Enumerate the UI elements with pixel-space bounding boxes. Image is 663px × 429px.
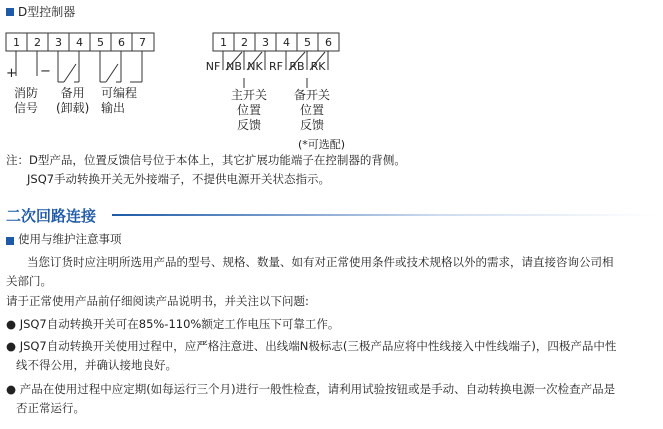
backup-unload-label: 备用 (卸载) [56, 86, 90, 115]
bullet-3a: ● 产品在使用过程中应定期(如每运行三个月)进行一般性检查，请利用试验按钮或是手动、自动转换电源一次检查产品是 [6, 382, 616, 396]
paragraph-1a: 当您订货时应注明所选用产品的型号、规格、数量、如有对正常使用条件或技术规格以外的需求，请直接咨询公司相 [27, 255, 614, 269]
note-line-1: 注：D型产品，位置反馈信号位于本体上，其它扩展功能端子在控制器的背侧。 [6, 153, 406, 167]
note-line-2: JSQ7手动转换开关无外接端子，不提供电源开关状态指示。 [27, 172, 331, 186]
backup-switch-feedback-label: 备开关 位置 反馈 [293, 88, 330, 132]
terminal-code-3: NK [247, 60, 263, 73]
minus-sign: − [40, 64, 51, 79]
left-terminal-4: 4 [76, 36, 83, 49]
left-terminal-2: 2 [34, 36, 41, 49]
programmable-output-label: 可编程 输出 [101, 86, 138, 115]
optional-note: (*可选配) [298, 138, 346, 151]
right-terminal-5: 5 [304, 36, 311, 49]
terminal-code-2: NB [226, 60, 242, 73]
right-terminal-1: 1 [220, 36, 227, 49]
left-terminal-3: 3 [55, 36, 62, 49]
terminal-code-1: NF [205, 60, 221, 73]
top-heading: D型控制器 [18, 5, 76, 19]
right-terminal-6: 6 [325, 36, 332, 49]
bullet-2b: 线不得公用，并确认接地良好。 [16, 358, 177, 372]
bullet-3b: 否正常运行。 [16, 401, 85, 415]
terminal-code-6: RK [310, 60, 326, 73]
right-terminal-4: 4 [283, 36, 290, 49]
main-switch-feedback-label: 主开关 位置 反馈 [230, 88, 267, 132]
right-terminal-2: 2 [241, 36, 248, 49]
section-title: 二次回路连接 [6, 207, 97, 225]
left-terminal-5: 5 [97, 36, 104, 49]
terminal-code-4: RF [269, 60, 283, 73]
plus-sign: + [6, 66, 17, 81]
left-terminal-1: 1 [13, 36, 20, 49]
terminal-code-5: RB [289, 60, 305, 73]
paragraph-1b: 关部门。 [6, 274, 52, 288]
left-terminal-7: 7 [139, 36, 146, 49]
right-terminal-3: 3 [262, 36, 269, 49]
fire-signal-label: 消防 信号 [14, 86, 39, 115]
section-rule [112, 214, 657, 216]
sub-heading: 使用与维护注意事项 [18, 232, 122, 246]
bullet-2a: ● JSQ7自动转换开关使用过程中，应严格注意进、出线端N极标志(三极产品应将中性线接入中性线端子)，四极产品中性 [6, 339, 617, 353]
paragraph-2: 请于正常使用产品前仔细阅读产品说明书，并关注以下问题: [6, 294, 309, 308]
bullet-1: ● JSQ7自动转换开关可在85%-110%额定工作电压下可靠工作。 [6, 317, 340, 331]
left-terminal-6: 6 [118, 36, 125, 49]
subheading-square-icon [6, 237, 14, 245]
